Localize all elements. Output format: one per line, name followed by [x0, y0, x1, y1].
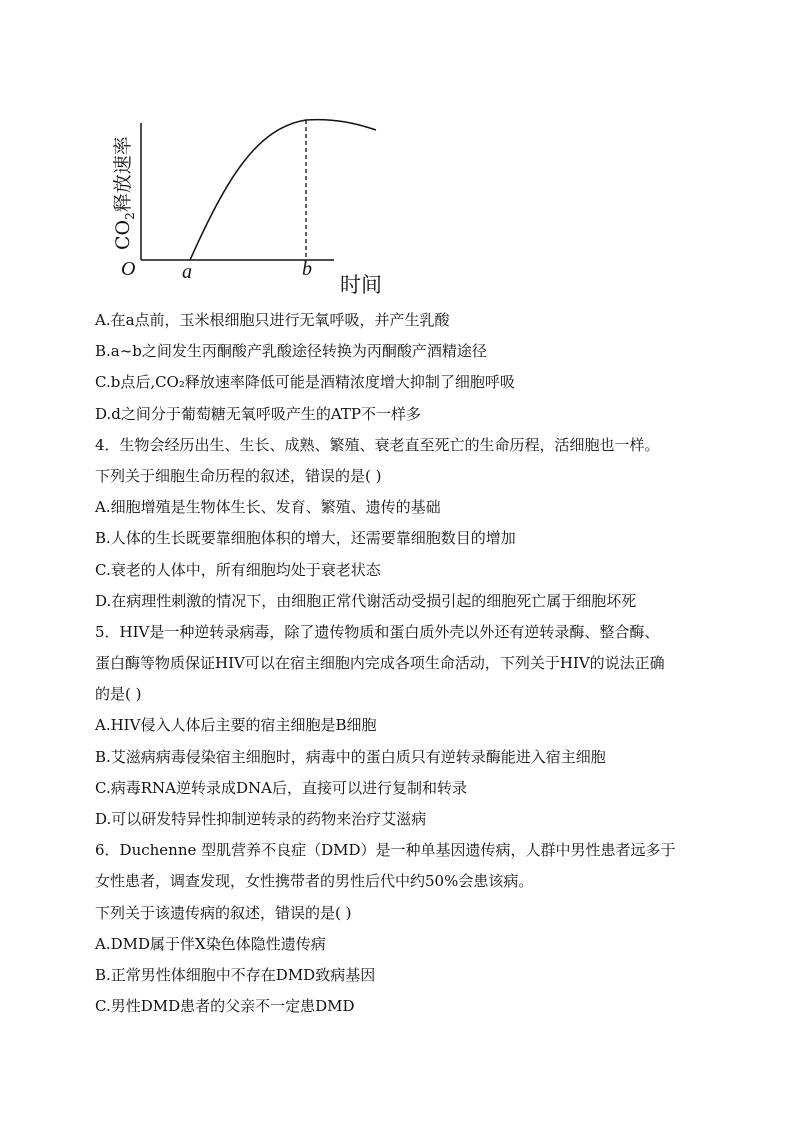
text-line: A.在a点前，玉米根细胞只进行无氧呼吸，并产生乳酸: [95, 311, 450, 329]
text-line: C.病毒RNA逆转录成DNA后，直接可以进行复制和转录: [95, 778, 467, 797]
text-line: 5．HIV是一种逆转录病毒，除了遗传物质和蛋白质外壳以外还有逆转录酶、整合酶、: [95, 622, 660, 641]
text-line: 下列关于该遗传病的叙述，错误的是( ): [95, 903, 352, 922]
text-line: A.HIV侵入人体后主要的宿主细胞是B细胞: [95, 716, 377, 735]
text-line: D.在病理性刺激的情况下，由细胞正常代谢活动受损引起的细胞死亡属于细胞坏死: [95, 591, 637, 610]
text-line: C.男性DMD患者的父亲不一定患DMD: [95, 997, 355, 1016]
x-axis-label: 时间: [340, 273, 382, 297]
question-text: [95, 305, 715, 1022]
text-line: 下列关于细胞生命历程的叙述，错误的是( ): [95, 466, 382, 485]
text-line: D.可以研发特异性抑制逆转录的药物来治疗艾滋病: [95, 810, 427, 828]
text-line: A.细胞增殖是生物体生长、发育、繁殖、遗传的基础: [95, 498, 441, 517]
text-line: C.衰老的人体中，所有细胞均处于衰老状态: [95, 560, 381, 579]
text-line: B.艾滋病病毒侵染宿主细胞时，病毒中的蛋白质只有逆转录酶能进入宿主细胞: [95, 747, 606, 766]
text-line: 女性患者，调查发现，女性携带者的男性后代中约50%会患该病。: [95, 872, 534, 891]
point-b-label: b: [302, 258, 312, 280]
origin-label: O: [121, 258, 136, 280]
text-line: 的是( ): [95, 685, 142, 704]
rate-curve: [190, 120, 376, 260]
text-line: 蛋白酶等物质保证HIV可以在宿主细胞内完成各项生命活动，下列关于HIV的说法正确: [95, 654, 665, 673]
text-line: D.d之间分于葡萄糖无氧呼吸产生的ATP不一样多: [95, 404, 421, 423]
text-line: 6．Duchenne 型肌营养不良症（DMD）是一种单基因遗传病，人群中男性患者远多于: [95, 841, 676, 860]
text-line: B.正常男性体细胞中不存在DMD致病基因: [95, 965, 376, 984]
text-line: A.DMD属于伴X染色体隐性遗传病: [95, 934, 326, 953]
text-line: 4．生物会经历出生、生长、成熟、繁殖、衰老直至死亡的生命历程，活细胞也一样。: [95, 435, 660, 454]
text-line: B.a~b之间发生丙酮酸产乳酸途径转换为丙酮酸产酒精途径: [95, 342, 487, 361]
text-line: C.b点后,CO₂释放速率降低可能是酒精浓度增大抑制了细胞呼吸: [95, 373, 515, 392]
point-a-label: a: [182, 261, 192, 283]
y-axis-label: $CO_2$释放速率: [112, 136, 137, 250]
text-line: B.人体的生长既要靠细胞体积的增大，还需要靠细胞数目的增加: [95, 529, 516, 548]
